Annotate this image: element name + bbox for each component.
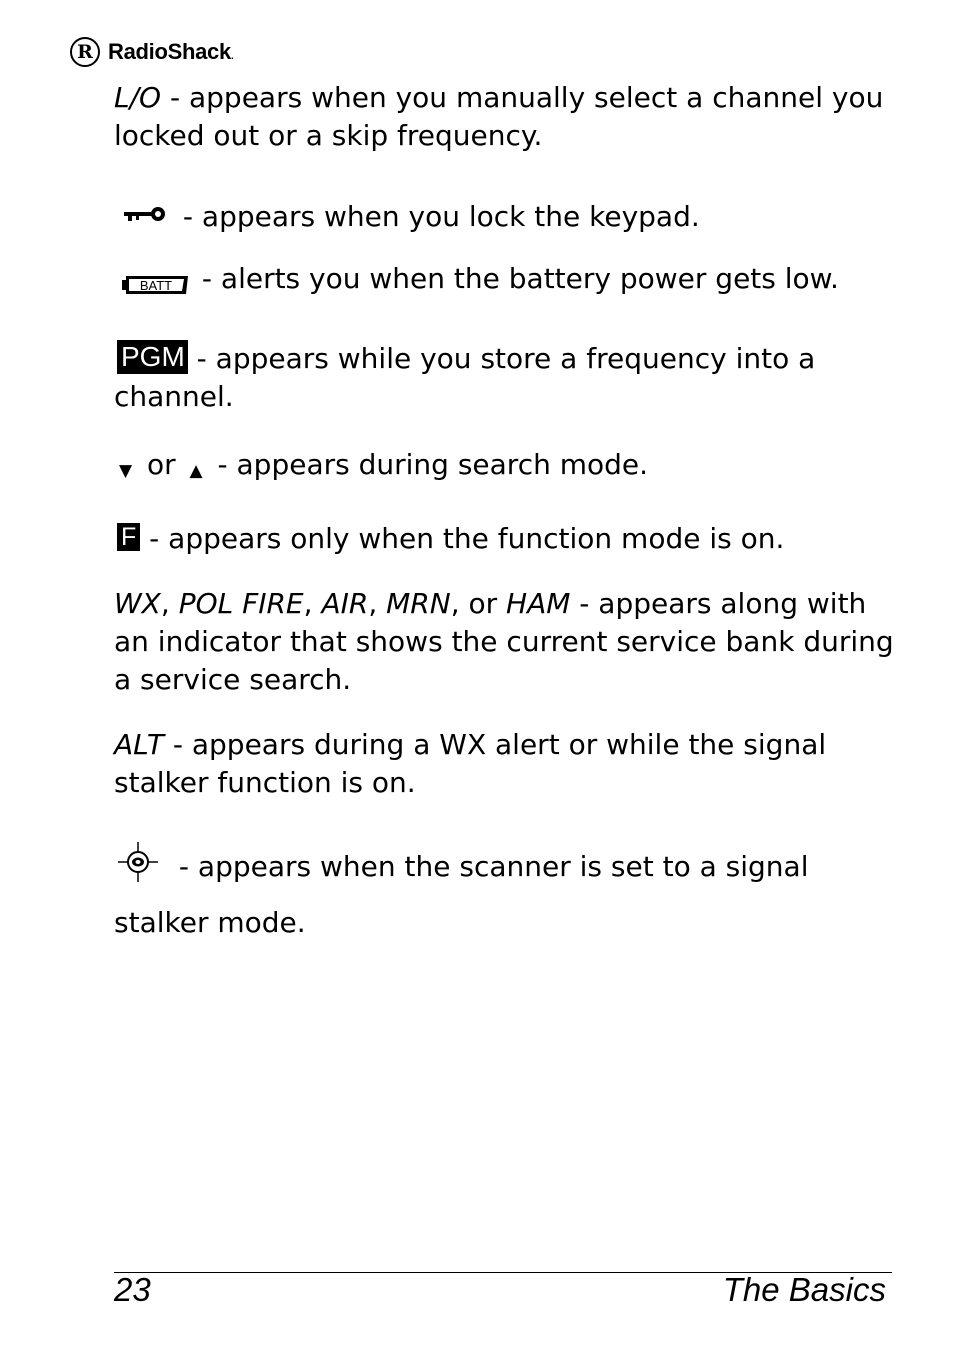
function-indicator: F bbox=[117, 523, 140, 551]
battery-icon bbox=[121, 268, 189, 306]
alert-term: ALT bbox=[114, 728, 164, 761]
keypad-lock-description: - appears when you lock the keypad. bbox=[174, 200, 700, 233]
section-title: The Basics bbox=[722, 1271, 886, 1308]
signal-stalker-icon bbox=[116, 840, 160, 899]
registered-logo-mark: R bbox=[70, 37, 100, 67]
battery-low-description: - alerts you when the battery power gets low. bbox=[193, 262, 839, 295]
bank-wx: WX bbox=[114, 587, 161, 620]
search-arrows-description: - appears during search mode. bbox=[208, 448, 649, 481]
bank-pol-fire: POL FIRE bbox=[178, 587, 304, 620]
entry-lockout bbox=[114, 79, 894, 155]
brand-text: RadioShack bbox=[108, 39, 231, 64]
service-banks-description: - appears along with an indicator that shows the current service bank during a service search. bbox=[114, 587, 894, 696]
down-arrow-icon: ▼ bbox=[119, 461, 133, 481]
entry-service-banks bbox=[114, 585, 894, 699]
function-description: - appears only when the function mode is on. bbox=[140, 522, 785, 555]
signal-stalker-description: - appears when the scanner is set to a signal stalker mode. bbox=[114, 850, 809, 939]
lockout-term: L/O bbox=[114, 81, 162, 114]
bank-separator: , bbox=[160, 587, 179, 620]
bank-separator: , bbox=[368, 587, 387, 620]
key-icon bbox=[122, 196, 168, 234]
brand-name bbox=[108, 39, 233, 65]
page-number: 23 bbox=[114, 1271, 151, 1308]
bank-separator: , bbox=[303, 587, 322, 620]
battery-icon-label: BATT bbox=[139, 278, 173, 293]
entry-battery-low bbox=[114, 260, 894, 306]
entry-function bbox=[114, 520, 894, 558]
pgm-indicator: PGM bbox=[117, 340, 188, 374]
brand-dot: . bbox=[230, 51, 234, 62]
entry-keypad-lock bbox=[114, 196, 894, 236]
alert-description: - appears during a WX alert or while the signal stalker function is on. bbox=[114, 728, 827, 799]
bank-ham: HAM bbox=[506, 587, 571, 620]
entry-alert bbox=[114, 726, 894, 802]
bank-mrn: MRN bbox=[386, 587, 451, 620]
lockout-description: - appears when you manually select a channel you locked out or a skip frequency. bbox=[114, 81, 884, 152]
up-arrow-icon: ▲ bbox=[189, 461, 203, 481]
arrows-or: or bbox=[138, 448, 185, 481]
entry-program bbox=[114, 340, 894, 416]
bank-separator: , or bbox=[450, 587, 507, 620]
entry-search-arrows bbox=[114, 446, 894, 490]
radioshack-logo bbox=[70, 37, 233, 67]
entry-signal-stalker bbox=[114, 840, 894, 947]
bank-air: AIR bbox=[321, 587, 369, 620]
program-description: - appears while you store a frequency into a channel. bbox=[114, 342, 816, 413]
